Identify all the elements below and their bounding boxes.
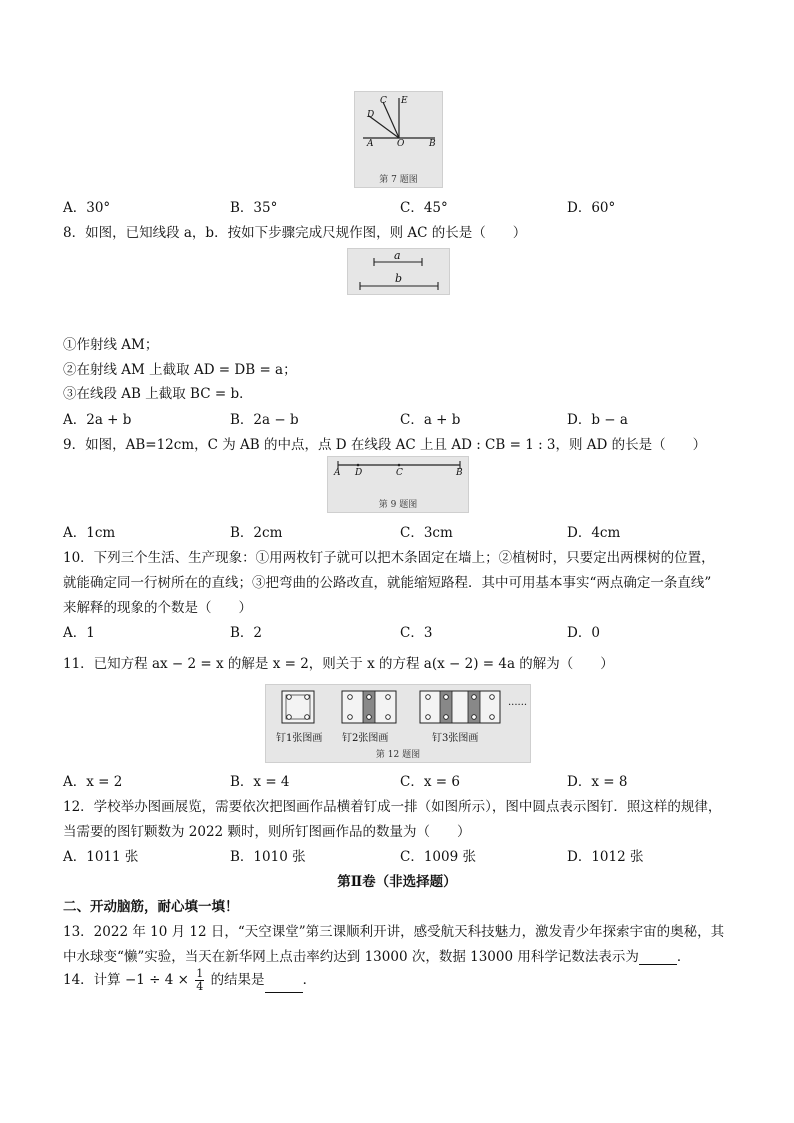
q12-option-a: A．1011 张 — [63, 849, 139, 865]
q8-option-b: B．2a − b — [230, 412, 299, 428]
part-heading: 二、开动脑筋，耐心填一填！ — [63, 899, 239, 915]
q7-option-d: D．60° — [567, 200, 616, 216]
section-title: 第Ⅱ卷（非选择题） — [337, 874, 457, 890]
q8-step-3: ③在线段 AB 上截取 BC = b． — [63, 386, 253, 402]
answer-blank[interactable] — [639, 952, 677, 965]
q8-option-c: C．a + b — [400, 412, 461, 428]
figure-caption: 第 7 题图 — [379, 175, 418, 185]
fraction-denominator: 4 — [196, 980, 204, 993]
q12-figure — [265, 684, 531, 763]
q11-option-b: B．x = 4 — [230, 774, 290, 790]
picture-3-label: 钉3张图画 — [432, 733, 479, 744]
figure-caption: 第 12 题图 — [375, 750, 421, 760]
q9-option-a: A．1cm — [63, 525, 116, 541]
q11-stem: 11．已知方程 ax − 2 = x 的解是 x = 2，则关于 x 的方程 a(x − 2) = 4a 的解为（ ） — [63, 656, 614, 672]
fraction-numerator: 1 — [196, 967, 204, 980]
q7-option-c: C．45° — [400, 200, 448, 216]
q10-option-c: C．3 — [400, 625, 433, 641]
q11-option-d: D．x = 8 — [567, 774, 628, 790]
label-C: C — [380, 96, 387, 106]
label-D: D — [367, 110, 375, 120]
q8-step-1: ①作射线 AM； — [63, 337, 159, 353]
q14-line — [63, 968, 316, 993]
q12-option-b: B．1010 张 — [230, 849, 306, 865]
q10-line-2: 就能确定同一行树所在的直线；③把弯曲的公路改直，就能缩短路程．其中可用基本事实“两点确定一条直线” — [63, 575, 712, 591]
label-C: C — [396, 468, 403, 478]
answer-blank[interactable] — [265, 980, 303, 993]
q7-figure — [354, 91, 443, 188]
label-E: E — [401, 96, 408, 106]
segment-b-label: b — [395, 272, 403, 285]
q9-option-c: C．3cm — [400, 525, 453, 541]
q14-post: 的结果是 — [210, 972, 265, 988]
q10-line-3: 来解释的现象的个数是（ ） — [63, 600, 252, 616]
q13-line-2-text: 中水球变“懒”实验，当天在新华网上点击率约达到 13000 次，数据 13000 用科学记数法表示为 — [63, 949, 639, 965]
q13-line-2-end: ． — [676, 949, 691, 965]
figure-caption: 第 9 题图 — [378, 500, 418, 510]
q9-figure — [327, 456, 469, 513]
q8-figure — [347, 248, 450, 295]
q13-line-1: 13．2022 年 10 月 12 日，“天空课堂”第三课顺利开讲，感受航天科技魅力，激发青少年探索宇宙的奥秘，其 — [63, 924, 725, 940]
q13-line-2 — [63, 945, 690, 965]
fraction — [195, 968, 204, 993]
label-A: A — [334, 468, 341, 478]
label-D: D — [355, 468, 363, 478]
picture-2-label: 钉2张图画 — [342, 733, 389, 744]
q12-line-2: 当需要的图钉颗数为 2022 颗时，则所钉图画作品的数量为（ ） — [63, 824, 471, 840]
label-A: A — [367, 139, 374, 149]
q14-end: ． — [302, 972, 317, 988]
segment-a-label: a — [394, 249, 401, 262]
q14-pre: 14．计算 −1 ÷ 4 × — [63, 972, 189, 988]
q12-line-1: 12．学校举办图画展览，需要依次把图画作品横着钉成一排（如图所示），图中圆点表示图钉．照这样的规律， — [63, 799, 722, 815]
q9-stem: 9．如图，AB=12cm，C 为 AB 的中点，点 D 在线段 AC 上且 AD : CB = 1 : 3，则 AD 的长是（ ） — [63, 437, 707, 453]
q11-option-c: C．x = 6 — [400, 774, 460, 790]
label-B: B — [456, 468, 463, 478]
q10-option-d: D．0 — [567, 625, 600, 641]
q8-step-2: ②在射线 AM 上截取 AD = DB = a； — [63, 362, 297, 378]
label-O: O — [397, 139, 405, 149]
q8-stem: 8．如图，已知线段 a，b．按如下步骤完成尺规作图，则 AC 的长是（ ） — [63, 225, 527, 241]
q7-option-a: A．30° — [63, 200, 111, 216]
q9-option-d: D．4cm — [567, 525, 621, 541]
label-B: B — [429, 139, 436, 149]
q10-line-1: 10．下列三个生活、生产现象：①用两枚钉子就可以把木条固定在墙上；②植树时，只要定出两棵树的位置， — [63, 550, 715, 566]
continuation-dots: ...... — [508, 697, 528, 708]
q8-option-d: D．b − a — [567, 412, 628, 428]
q12-option-c: C．1009 张 — [400, 849, 476, 865]
q12-option-d: D．1012 张 — [567, 849, 644, 865]
q11-option-a: A．x = 2 — [63, 774, 123, 790]
q8-option-a: A．2a + b — [63, 412, 132, 428]
q9-option-b: B．2cm — [230, 525, 283, 541]
q10-option-a: A．1 — [63, 625, 95, 641]
q7-option-b: B．35° — [230, 200, 278, 216]
q10-option-b: B．2 — [230, 625, 263, 641]
picture-1-label: 钉1张图画 — [276, 733, 323, 744]
